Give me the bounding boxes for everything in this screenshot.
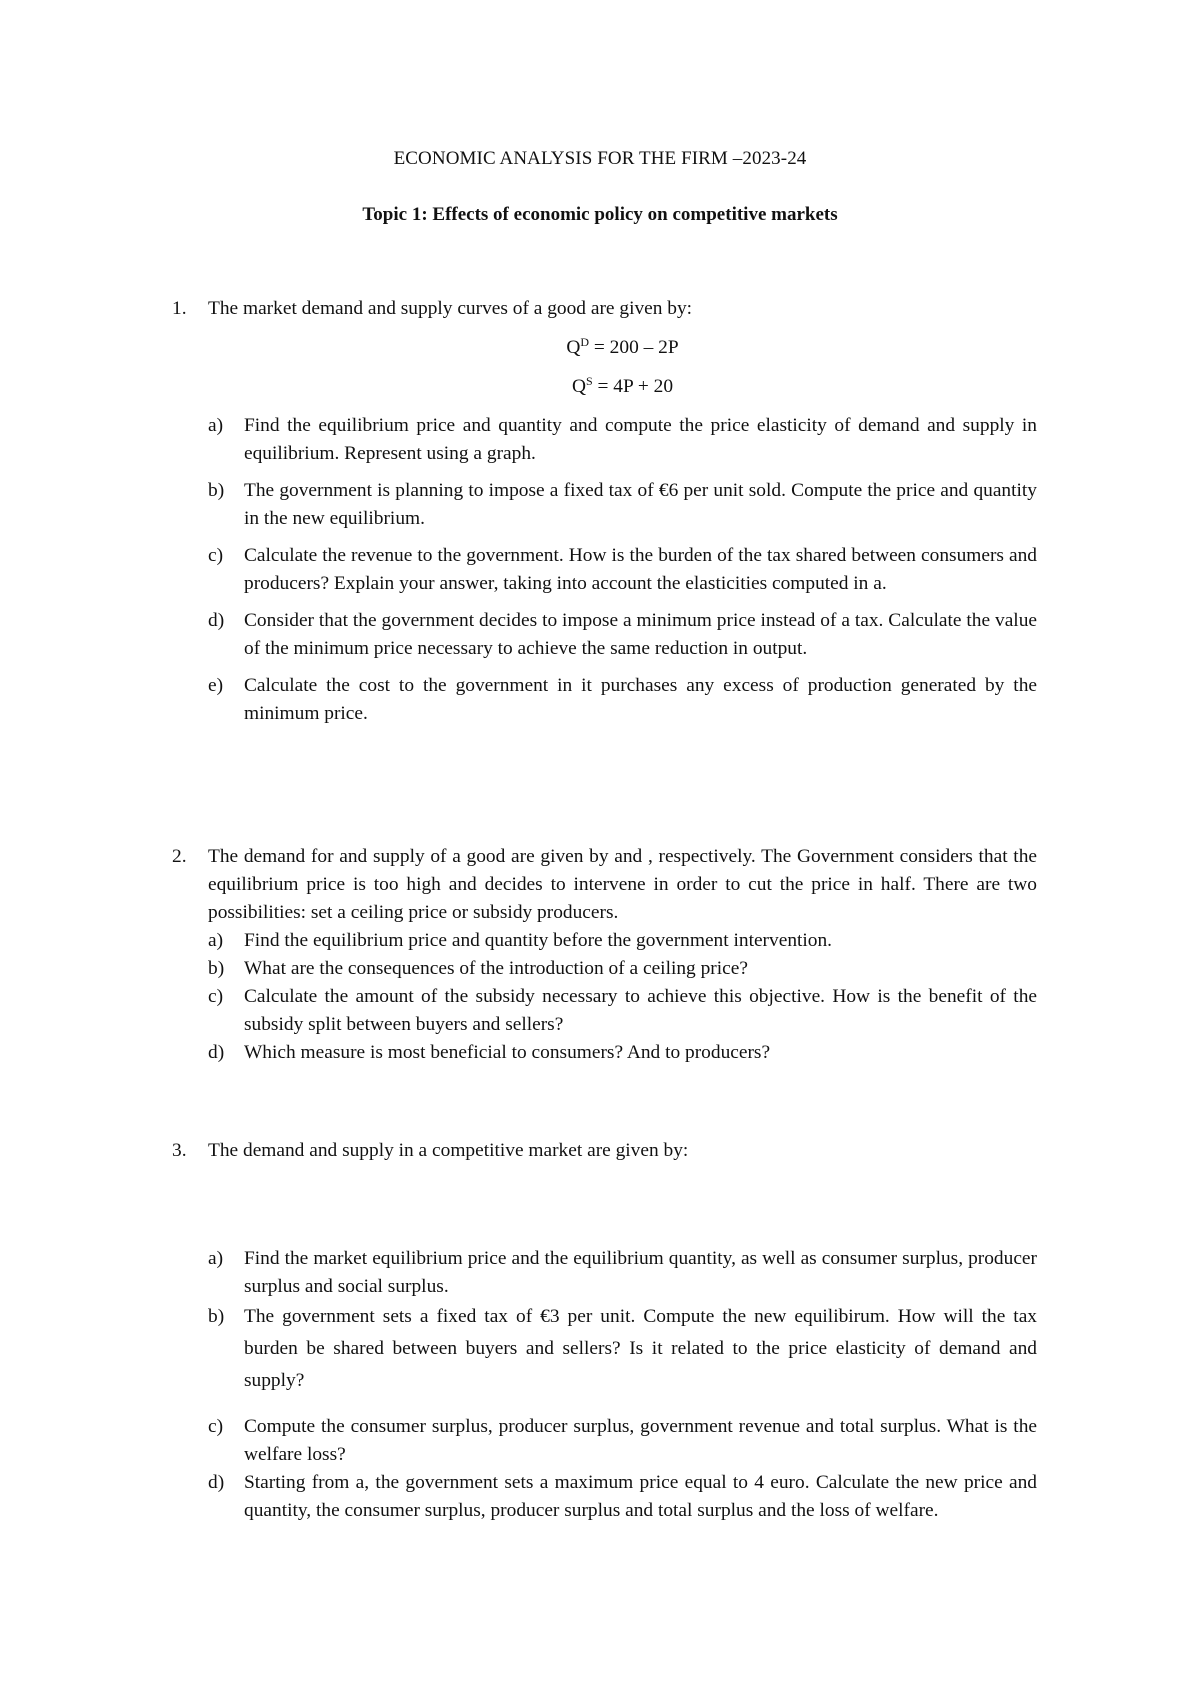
topic-heading: Topic 1: Effects of economic policy on competitive markets: [362, 204, 838, 225]
question-2: [172, 843, 1037, 1067]
question-1: [172, 295, 1037, 728]
question-number: 3.: [172, 1140, 187, 1161]
question-2-intro: [172, 843, 1037, 927]
question-part: a) Find the equilibrium price and quantity before the government intervention.: [208, 930, 833, 951]
question-part: e) Calculate the cost to the government in it purchases any excess of production generated by the minimum price.: [208, 675, 1037, 724]
question-part: c) Calculate the revenue to the government. How is the burden of the tax shared between consumers and producers? Explain your answer, taking into account the elasticities computed in a.: [208, 545, 1037, 594]
question-text: The demand and supply in a competitive market are given by:: [208, 1140, 689, 1161]
question-number: 1.: [172, 298, 187, 319]
question-part: d) Which measure is most beneficial to consumers? And to producers?: [208, 1042, 771, 1063]
question-part: c) Calculate the amount of the subsidy necessary to achieve this objective. How is the benefit of the subsidy split between buyers and sellers?: [208, 986, 1037, 1035]
document-title: ECONOMIC ANALYSIS FOR THE FIRM –2023-24: [393, 148, 807, 169]
question-part: d) Consider that the government decides to impose a minimum price instead of a tax. Calculate the value of the minimum price necessary to achieve the same reduction in output.: [208, 610, 1037, 659]
question-part: b) The government sets a fixed tax of €3 per unit. Compute the new equilibirum. How will the tax burden be shared between buyers and sellers? Is it related to the price elasticity of demand and supply?: [208, 1306, 1037, 1391]
question-part: a) Find the market equilibrium price and the equilibrium quantity, as well as consumer surplus, producer surplus and social surplus.: [208, 1248, 1037, 1297]
question-1-intro: [172, 295, 1037, 323]
question-text: The market demand and supply curves of a good are given by:: [208, 298, 693, 319]
supply-equation: $Q^S = 4P + 20$: [571, 374, 674, 397]
demand-equation: $Q^D = 200 - 2P$: [566, 335, 679, 358]
question-text: The demand for and supply of a good are given by and , respectively. The Government considers that the equilibrium price is too high and decides to intervene in order to cut the price in half. There are two possibilities: set a ceiling price or subsidy producers.: [208, 846, 1037, 923]
question-part: b) The government is planning to impose a fixed tax of €6 per unit sold. Compute the price and quantity in the new equilibrium.: [208, 480, 1037, 529]
question-part: b) What are the consequences of the introduction of a ceiling price?: [208, 958, 748, 979]
question-3-intro: [172, 1137, 1037, 1165]
question-part: d) Starting from a, the government sets a maximum price equal to 4 euro. Calculate the new price and quantity, the consumer surplus, producer surplus and total surplus and the loss of welfare.: [208, 1472, 1037, 1521]
question-part: c) Compute the consumer surplus, producer surplus, government revenue and total surplus. What is the welfare loss?: [208, 1416, 1037, 1465]
question-part: a) Find the equilibrium price and quantity and compute the price elasticity of demand and supply in equilibrium. Represent using a graph.: [208, 415, 1037, 464]
question-3: [172, 1137, 1037, 1525]
question-number: 2.: [172, 846, 187, 867]
